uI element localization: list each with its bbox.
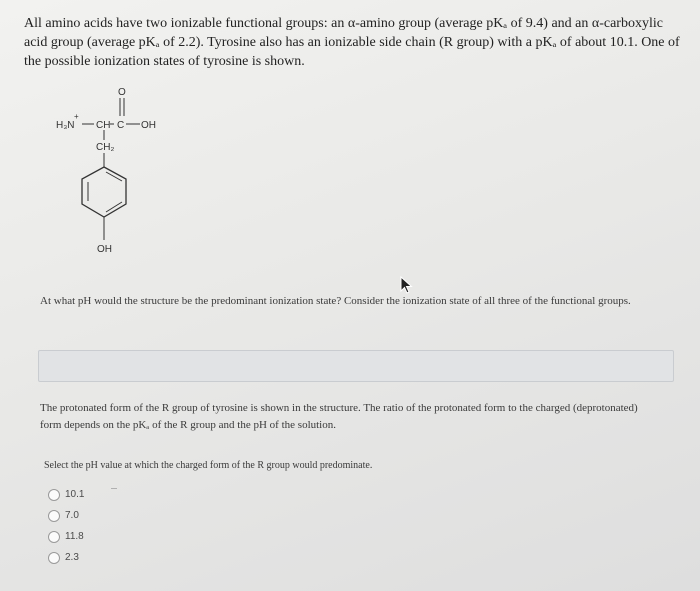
tyrosine-structure (48, 82, 228, 262)
carbonyl-oxygen-label: O (118, 87, 126, 98)
mouse-pointer-icon (400, 276, 414, 294)
option-7-0-label: 7.0 (65, 510, 79, 521)
option-2-3[interactable] (48, 547, 84, 568)
option-10-1[interactable] (48, 484, 84, 505)
option-2-3-label: 2.3 (65, 552, 79, 563)
benzene-ring (82, 167, 126, 217)
ring-hydroxyl-label: OH (97, 244, 112, 255)
radio-10-1[interactable] (48, 489, 60, 501)
ph-answer-input[interactable] (38, 350, 674, 382)
carbonyl-carbon-label: C (117, 120, 125, 131)
radio-11-8[interactable] (48, 531, 60, 543)
side-chain-label: CH₂ (96, 142, 115, 153)
option-7-0[interactable] (48, 505, 84, 526)
question-1-text: At what pH would the structure be the predominant ionization state? Consider the ionization state of all three of the functional groups. (40, 295, 631, 307)
hydroxyl-label: OH (141, 120, 156, 131)
option-11-8[interactable] (48, 526, 84, 547)
option-10-1-label: 10.1 (65, 489, 85, 500)
option-11-8-label: 11.8 (65, 531, 84, 542)
radio-2-3[interactable] (48, 552, 60, 564)
ph-options (48, 484, 84, 568)
alpha-carbon-label: CH (96, 120, 111, 131)
question-intro: All amino acids have two ionizable functional groups: an α-amino group (average pKₐ of 9.4) and an α-carboxylic acid group (average pKₐ of 2.2). Tyrosine also has an ionizable side chain (R group) with a pKₐ of about 10.1. One of the possible ionization states of tyrosine is shown. (24, 16, 680, 69)
ring-double-bond-2 (106, 172, 122, 181)
positive-charge-label: + (74, 112, 79, 121)
question-2-text: The protonated form of the R group of tyrosine is shown in the structure. The ratio of the protonated form to the charged (deprotonated) form depends on the pKₐ of the R group and the pH of the solution. (40, 402, 638, 431)
radio-7-0[interactable] (48, 510, 60, 522)
question-3-text: Select the pH value at which the charged form of the R group would predominate. (44, 460, 373, 471)
stray-mark (111, 488, 117, 489)
amino-group-label: H₃N (56, 120, 75, 131)
